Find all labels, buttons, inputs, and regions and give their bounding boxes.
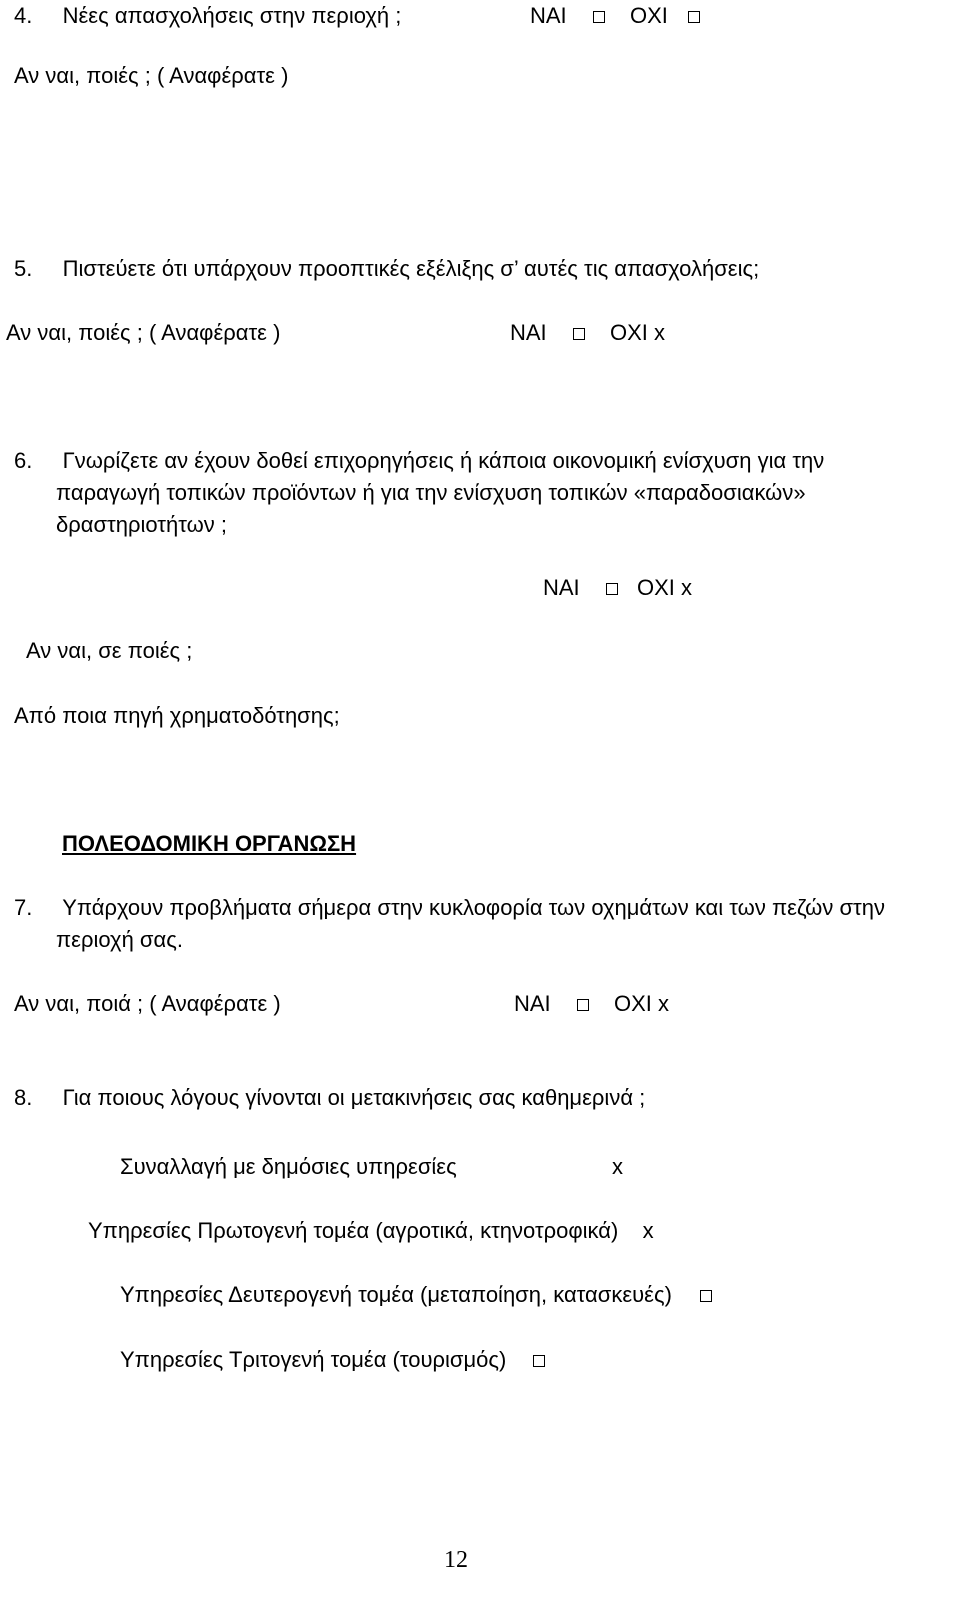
q6-text-line-2: παραγωγή τοπικών προϊόντων ή για την ενίσχυση τοπικών «παραδοσιακών» (56, 480, 806, 505)
q5-followup: Αν ναι, ποιές ; ( Αναφέρατε ) (6, 320, 281, 345)
q5-text: Πιστεύετε ότι υπάρχουν προοπτικές εξέλιξης σ’ αυτές τις απασχολήσεις; (62, 256, 760, 281)
q8-option-public-services-mark[interactable]: x (612, 1154, 623, 1179)
q6-yes-checkbox[interactable] (606, 583, 618, 595)
q5-number: 5. (14, 256, 33, 281)
q4-yes-checkbox[interactable] (593, 11, 605, 23)
q8-option-secondary-sector[interactable] (120, 1281, 712, 1309)
q4-no-label: ΟΧΙ (630, 3, 668, 28)
q8-option-primary-sector[interactable] (88, 1217, 654, 1245)
q7-yes-option[interactable] (514, 990, 589, 1018)
q7-number: 7. (14, 895, 33, 920)
q4-no-checkbox[interactable] (688, 11, 700, 23)
section-heading: ΠΟΛΕΟΔΟΜΙΚΗ ΟΡΓΑΝΩΣΗ (62, 831, 357, 856)
q8-option-public-services[interactable] (120, 1153, 457, 1181)
q6-text-line-1: Γνωρίζετε αν έχουν δοθεί επιχορηγήσεις ή κάποια οικονομική ενίσχυση για την (62, 448, 825, 473)
q5-question (14, 255, 759, 283)
q4-yes-option[interactable] (530, 2, 605, 30)
q8-option-label: Υπηρεσίες Τριτογενή τομέα (τουρισμός) (120, 1347, 507, 1372)
q5-no-mark: x (654, 320, 666, 345)
q5-no-option[interactable] (610, 319, 665, 347)
q6-yes-option[interactable] (543, 574, 618, 602)
q7-followup: Αν ναι, ποιά ; ( Αναφέρατε ) (14, 991, 281, 1016)
q5-no-label: ΟΧΙ (610, 320, 648, 345)
q4-no-option[interactable] (630, 2, 700, 30)
q8-option-label: Υπηρεσίες Πρωτογενή τομέα (αγροτικά, κτηνοτροφικά) (88, 1218, 619, 1243)
q4-question (14, 2, 401, 30)
q7-no-mark: x (658, 991, 670, 1016)
q6-no-label: ΟΧΙ (637, 575, 675, 600)
q6-question (14, 447, 824, 475)
q8-option-tertiary-sector-checkbox[interactable] (533, 1355, 545, 1367)
page-number: 12 (444, 1547, 468, 1573)
q8-option-tertiary-sector[interactable] (120, 1346, 545, 1374)
q8-option-primary-sector-mark[interactable]: x (642, 1218, 654, 1243)
q8-number: 8. (14, 1085, 33, 1110)
q7-no-label: ΟΧΙ (614, 991, 652, 1016)
q4-number: 4. (14, 3, 33, 28)
q8-option-label: Συναλλαγή με δημόσιες υπηρεσίες (120, 1154, 457, 1179)
q5-yes-option[interactable] (510, 319, 585, 347)
q7-question (14, 894, 885, 922)
q6-followup-2: Από ποια πηγή χρηματοδότησης; (14, 703, 340, 728)
q7-text-line-1: Υπάρχουν προβλήματα σήμερα στην κυκλοφορία των οχημάτων και των πεζών στην (62, 895, 885, 920)
q8-text: Για ποιους λόγους γίνονται οι μετακινήσεις σας καθημερινά ; (62, 1085, 646, 1110)
q8-option-label: Υπηρεσίες Δευτερογενή τομέα (μεταποίηση, κατασκευές) (120, 1282, 672, 1307)
q8-option-secondary-sector-checkbox[interactable] (700, 1290, 712, 1302)
q4-text: Νέες απασχολήσεις στην περιοχή ; (62, 3, 402, 28)
q8-question (14, 1084, 645, 1112)
q4-yes-label: ΝΑΙ (530, 3, 567, 28)
q5-yes-checkbox[interactable] (573, 328, 585, 340)
q6-no-mark: x (681, 575, 693, 600)
q4-followup: Αν ναι, ποιές ; ( Αναφέρατε ) (14, 63, 289, 88)
q6-number: 6. (14, 448, 33, 473)
q6-followup-1: Αν ναι, σε ποιές ; (26, 638, 193, 663)
q7-no-option[interactable] (614, 990, 669, 1018)
q5-yes-label: ΝΑΙ (510, 320, 547, 345)
q6-yes-label: ΝΑΙ (543, 575, 580, 600)
q7-yes-checkbox[interactable] (577, 999, 589, 1011)
q6-text-line-3: δραστηριοτήτων ; (56, 512, 228, 537)
q7-yes-label: ΝΑΙ (514, 991, 551, 1016)
q7-text-line-2: περιοχή σας. (56, 927, 183, 952)
q6-no-option[interactable] (637, 574, 692, 602)
